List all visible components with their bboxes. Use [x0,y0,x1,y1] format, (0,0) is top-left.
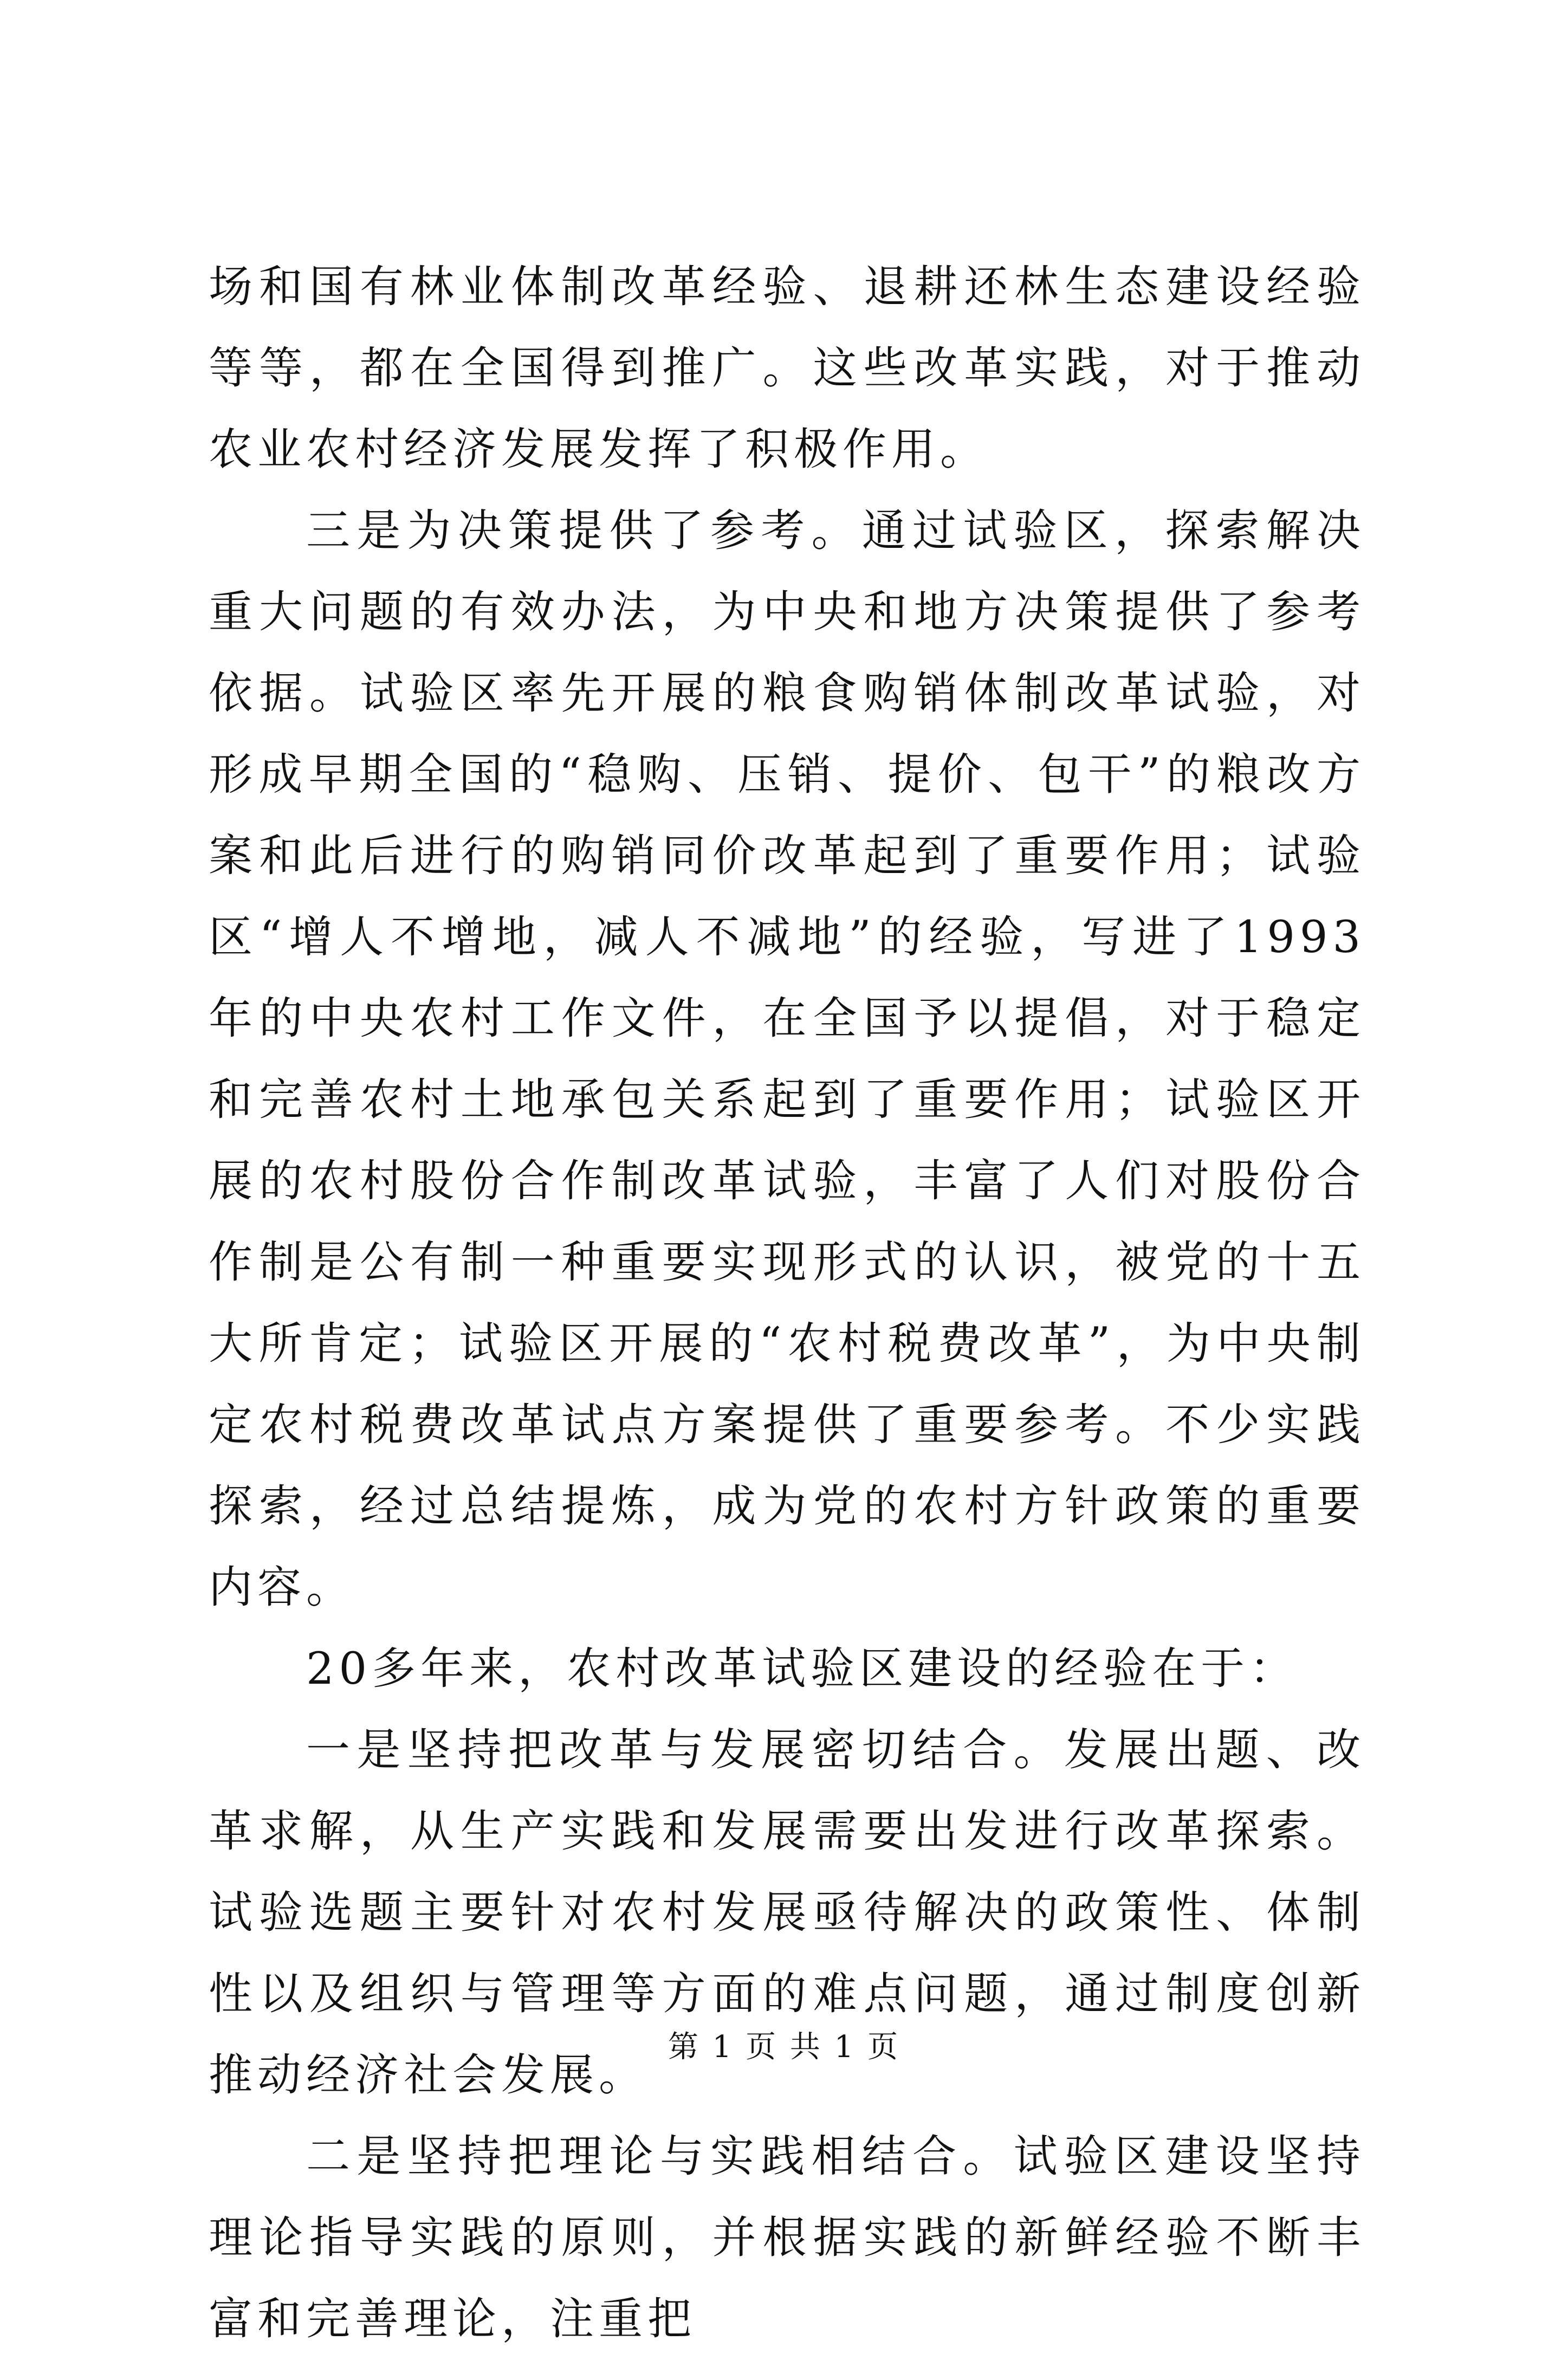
paragraph-theory-practice: 二是坚持把理论与实践相结合。试验区建设坚持理论指导实践的原则，并根据实践的新鲜经验不断丰富和完善理论，注重把 [209,2131,1365,2345]
page-number-footer: 第 1 页 共 1 页 [668,2029,900,2065]
paragraph-continued: 场和国有林业体制改革经验、退耕还林生态建设经验等等，都在全国得到推广。这些改革实践，对于推动农业农村经济发展发挥了积极作用。 [209,262,1365,475]
paragraph-experience-intro: 20多年来，农村改革试验区建设的经验在于： [306,1644,1299,1695]
paragraph-decision-reference: 三是为决策提供了参考。通过试验区，探索解决重大问题的有效办法，为中央和地方决策提供了参考依据。试验区率先开展的粮食购销体制改革试验，对形成早期全国的“稳购、压销、提价、包干”的粮改方案和此后进行的购销同价改革起到了重要作用；试验区“增人不增地，减人不减地”的经验，写进了1993年的中央农村工作文件，在全国予以提倡，对于稳定和完善农村土地承包关系起到了重要作用；试验区开展的农村股份合作制改革试验，丰富了人们对股份合作制是公有制一种重要实现形式的认识，被党的十五大所肯定；试验区开展的“农村税费改革”，为中央制定农村税费改革试点方案提供了重要参考。不少实践探索，经过总结提炼，成为党的农村方针政策的重要内容。 [209,506,1365,1613]
paragraph-reform-development: 一是坚持把改革与发展密切结合。发展出题、改革求解，从生产实践和发展需要出发进行改革探索。试验选题主要针对农村发展亟待解决的政策性、体制性以及组织与管理等方面的难点问题，通过制度创新推动经济社会发展。 [209,1725,1365,2101]
